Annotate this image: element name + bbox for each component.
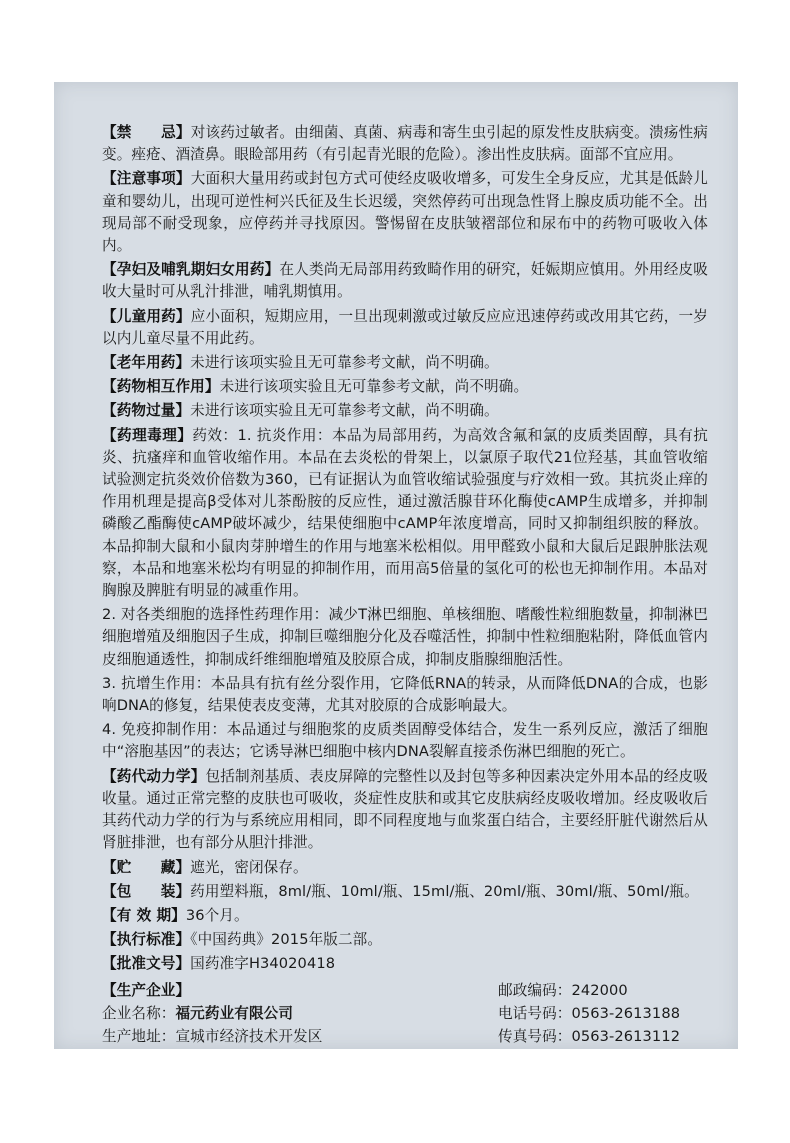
section-pharmacology-4 [102,719,708,763]
section-pharmacology-2 [102,604,708,671]
section-heading: 【执行标准】 [102,931,191,949]
address-line [102,1026,322,1048]
section-heading: 【老年用药】 [102,354,191,372]
section-text: 2. 对各类细胞的选择性药理作用：减少T淋巴细胞、单核细胞、嗜酸性粒细胞数量，抑制淋巴细胞增殖及细胞因子生成，抑制巨噬细胞分化及吞噬活性，抑制中性粒细胞粘附，降低血管内皮细胞通透性，抑制成纤维细胞增殖及胶原合成，抑制皮脂腺细胞活性。 [102,606,708,668]
manufacturer-heading [102,980,190,1002]
section-heading: 【药物过量】 [102,402,191,420]
phone-value: 0563-2613188 [571,1004,681,1022]
section-heading: 【孕妇及哺乳期妇女用药】 [102,261,280,279]
section-heading: 【药理毒理】 [102,426,193,444]
section-contraindications [102,122,708,166]
section-text: 4. 免疫抑制作用：本品通过与细胞浆的皮质类固醇受体结合，发生一系列反应，激活了细胞中“溶胞基因”的表达；它诱导淋巴细胞中核内DNA裂解直接杀伤淋巴细胞的死亡。 [102,721,708,761]
section-text: 36个月。 [185,906,249,924]
leaflet-content [102,122,708,1050]
section-approval [102,953,708,975]
section-heading: 【有 效 期】 [102,906,186,924]
section-text: 未进行该项实验且无可靠参考文献，尚不明确。 [190,354,499,372]
company-name-value: 福元药业有限公司 [175,1004,294,1022]
section-overdose [102,400,708,422]
address-value: 宣城市经济技术开发区 [175,1027,323,1045]
section-text: 遮光，密闭保存。 [190,858,308,876]
section-heading: 【注意事项】 [102,170,191,188]
company-name-label: 企业名称： [102,1004,176,1022]
section-heading: 【儿童用药】 [102,307,191,325]
section-precautions [102,168,708,257]
address-label: 生产地址： [102,1027,176,1045]
section-text: 对该药过敏者。由细菌、真菌、病毒和寄生虫引起的原发性皮肤病变。溃疡性病变。痤疮、酒渣鼻。眼睑部用药（有引起青光眼的危险）。渗出性皮肤病。面部不宜应用。 [102,124,708,164]
postcode-label: 邮政编码： [498,981,572,999]
section-heading: 【包 装】 [102,882,191,900]
section-text: 药用塑料瓶，8ml/瓶、10ml/瓶、15ml/瓶、20ml/瓶、30ml/瓶、50ml/瓶。 [190,882,699,900]
fax-line [498,1026,680,1048]
postcode-line [498,980,628,1002]
section-interactions [102,376,708,398]
section-standard [102,929,708,951]
section-text: 大面积大量用药或封包方式可使经皮吸收增多，可发生全身反应，尤其是低龄儿童和婴幼儿，出现可逆性柯兴氏征及生长迟缓，突然停药可出现急性肾上腺皮质功能不全。出现局部不耐受现象，应停药并寻找原因。警惕留在皮肤皱褶部位和尿布中的药物可吸收入体内。 [102,170,708,255]
section-heading: 【药代动力学】 [102,767,206,785]
section-pharmacokinetics [102,766,708,855]
section-text: 未进行该项实验且无可靠参考文献，尚不明确。 [190,402,499,420]
phone-line [498,1003,680,1025]
section-text: 3. 抗增生作用：本品具有抗有丝分裂作用，它降低RNA的转录，从而降低DNA的合成，也影响DNA的修复，结果使表皮变薄，尤其对胶原的合成影响最大。 [102,674,708,715]
postcode-value: 242000 [571,981,628,999]
section-heading: 【药物相互作用】 [102,378,220,396]
section-expiry [102,905,708,927]
section-pharmacology [102,425,708,603]
section-storage [102,857,708,879]
fax-label: 传真号码： [498,1027,572,1045]
section-pediatric [102,306,708,350]
section-heading: 【禁 忌】 [102,124,191,141]
section-heading: 【生产企业】 [102,981,191,999]
phone-label: 电话号码： [498,1004,572,1022]
fax-value: 0563-2613112 [571,1027,681,1045]
section-pharmacology-3 [102,673,708,717]
section-text: 未进行该项实验且无可靠参考文献，尚不明确。 [219,378,529,396]
section-text: 国药准字H34020418 [190,955,336,973]
section-heading: 【批准文号】 [102,955,191,973]
company-name-line [102,1003,293,1025]
section-packaging [102,881,708,903]
section-text: 药效：1. 抗炎作用：本品为局部用药，为高效含氟和氯的皮质类固醇，具有抗炎、抗瘙痒和血管收缩作用。本品在去炎松的骨架上，以氯原子取代21位羟基，其血管收缩试验测定抗炎效价倍数为360，已有证据认为血管收缩试验强度与疗效相一致。其抗炎止痒的作用机理是提高β受体对儿茶酚胺的反应性，通过激活腺苷环化酶使cAMP生成增多，并抑制磷酸乙酯酶使cAMP破坏减少，结果使细胞中cAMP年浓度增高，同时又抑制组织胺的释放。本品抑制大鼠和小鼠肉芽肿增生的作用与地塞米松相似。用甲醛致小鼠和大鼠后足跟肿胀法观察，本品和地塞米松均有明显的抑制作用，而用高5倍量的氢化可的松也无抑制作用。本品对胸腺及脾脏有明显的减重作用。 [102,426,708,600]
leaflet-page [54,82,738,1049]
manufacturer-block [102,980,708,1050]
section-heading: 【贮 藏】 [102,858,191,876]
section-pregnancy [102,259,708,303]
section-geriatric [102,352,708,374]
section-text: 在人类尚无局部用药致畸作用的研究，妊娠期应慎用。外用经皮吸收大量时可从乳汁排泄，哺乳期慎用。 [102,261,708,301]
section-text: 《中国药典》2015年版二部。 [190,931,383,949]
section-text: 应小面积，短期应用，一旦出现刺激或过敏反应应迅速停药或改用其它药，一岁以内儿童尽量不用此药。 [102,307,708,347]
section-text: 包括制剂基质、表皮屏障的完整性以及封包等多种因素决定外用本品的经皮吸收量。通过正常完整的皮肤也可吸收，炎症性皮肤和或其它皮肤病经皮吸收增加。经皮吸收后其药代动力学的行为与系统应用相同，即不同程度地与血浆蛋白结合，主要经肝脏代谢然后从肾脏排泄，也有部分从胆汁排泄。 [102,767,709,852]
